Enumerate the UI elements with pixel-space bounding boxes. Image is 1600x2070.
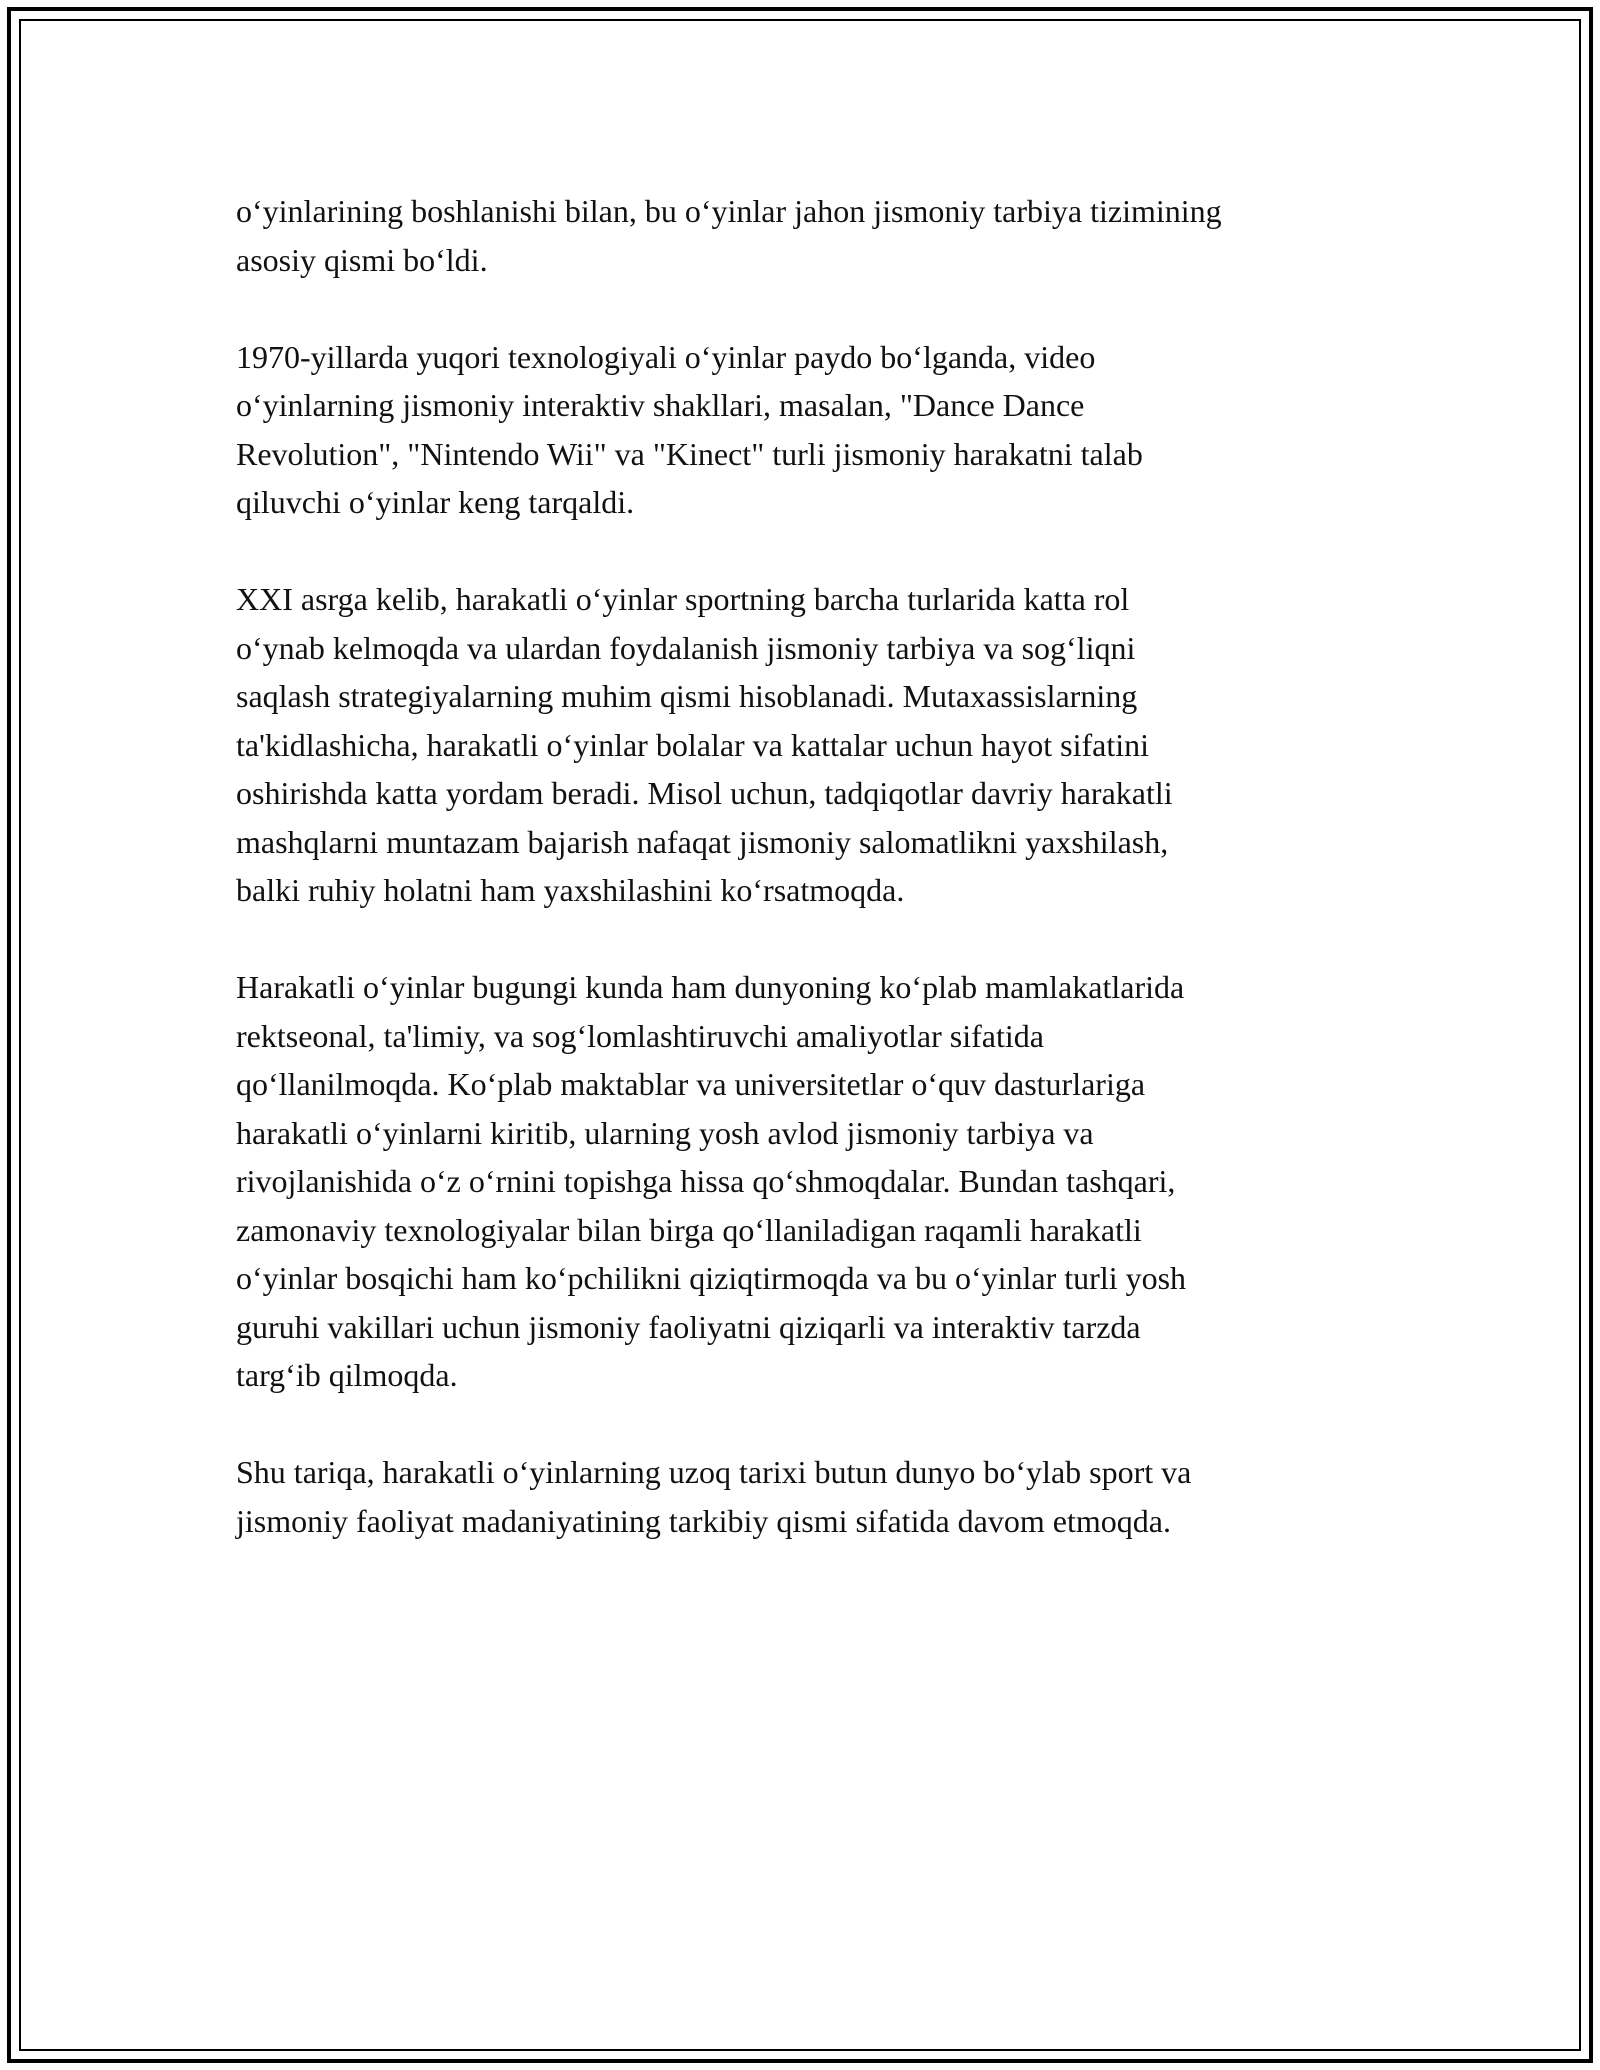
document-body bbox=[236, 187, 1376, 1594]
paragraph-4: Harakatli o‘yinlar bugungi kunda ham dunyoning ko‘plab mamlakatlarida rektseonal, ta'limiy, va sog‘lomlashtiruvchi amaliyotlar sifatida qo‘llanilmoqda. Ko‘plab maktablar va universitetlar o‘quv dasturlariga harakatli o‘yinlarni kiritib, ularning yosh avlod jismoniy tarbiya va rivojlanishida o‘z o‘rnini topishga hissa qo‘shmoqdalar. Bundan tashqari, zamonaviy texnologiyalar bilan birga qo‘llaniladigan raqamli harakatli o‘yinlar bosqichi ham ko‘pchilikni qiziqtirmoqda va bu o‘yinlar turli yosh guruhi vakillari uchun jismoniy faoliyatni qiziqarli va interaktiv tarzda targ‘ib qilmoqda. bbox=[236, 969, 1187, 1393]
paragraph-2: 1970-yillarda yuqori texnologiyali o‘yinlar paydo bo‘lganda, video o‘yinlarning jismoniy interaktiv shakllari, masalan, "Dance Dance Revolution", "Nintendo Wii" va "Kinect" turli jismoniy harakatni talab qiluvchi o‘yinlar keng tarqaldi. bbox=[236, 338, 1143, 520]
paragraph-3: XXI asrga kelib, harakatli o‘yinlar sportning barcha turlarida katta rol o‘ynab kelmoqda va ulardan foydalanish jismoniy tarbiya va sog‘liqni saqlash strategiyalarning muhim qismi hisoblanadi. Mutaxassislarning ta'kidlashicha, harakatli o‘yinlar bolalar va kattalar uchun hayot sifatini oshirishda katta yordam beradi. Misol uchun, tadqiqotlar davriy harakatli mashqlarni muntazam bajarish nafaqat jismoniy salomatlikni yaxshilash, balki ruhiy holatni ham yaxshilashini ko‘rsatmoqda. bbox=[236, 581, 1173, 908]
paragraph-5: Shu tariqa, harakatli o‘yinlarning uzoq tarixi butun dunyo bo‘ylab sport va jismoniy faoliyat madaniyatining tarkibiy qismi sifatida davom etmoqda. bbox=[236, 1454, 1192, 1539]
paragraph-1: o‘yinlarining boshlanishi bilan, bu o‘yinlar jahon jismoniy tarbiya tizimining asosiy qismi bo‘ldi. bbox=[236, 193, 1222, 278]
